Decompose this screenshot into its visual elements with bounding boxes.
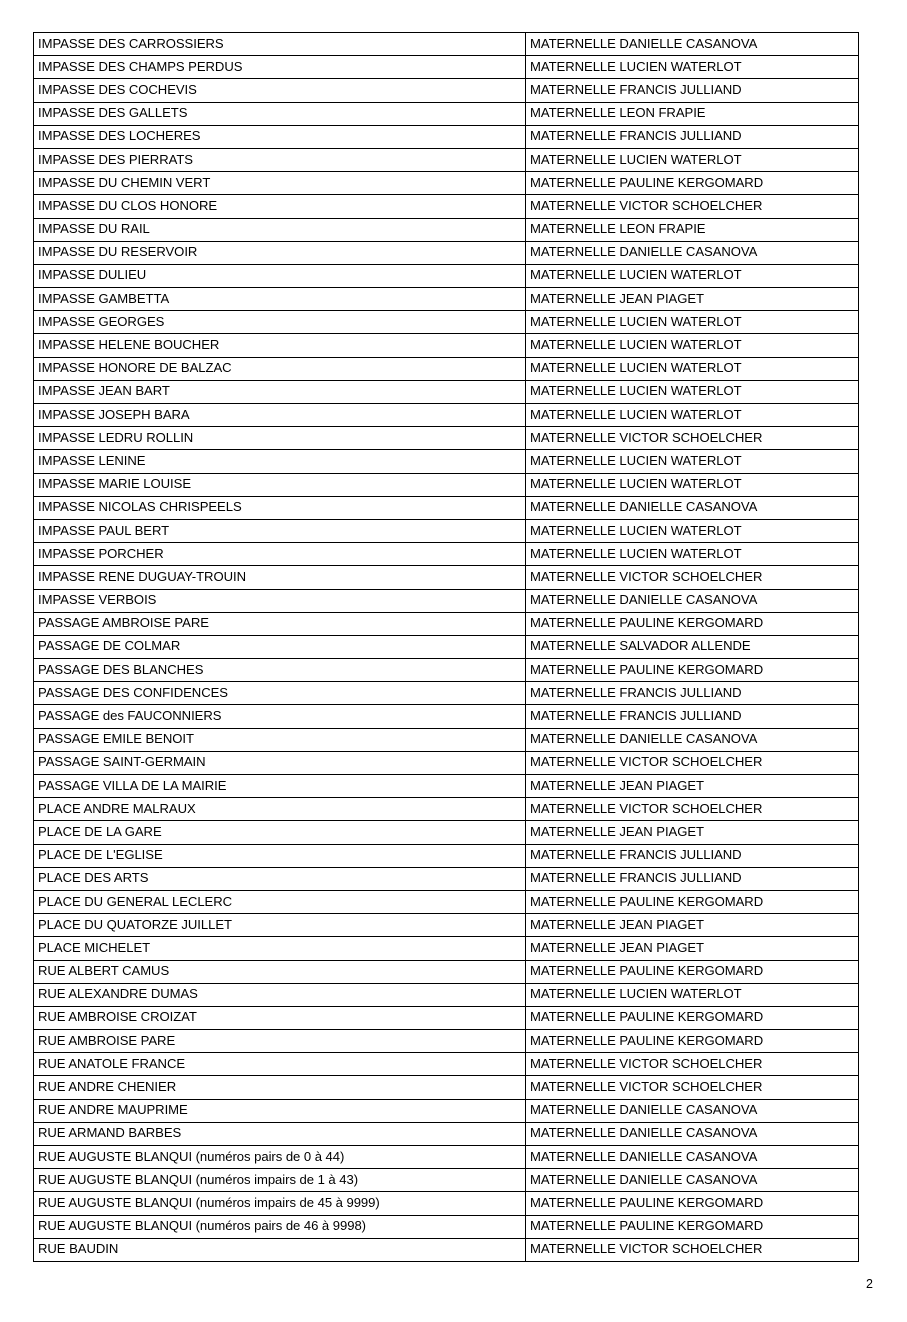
street-cell: RUE AUGUSTE BLANQUI (numéros impairs de 1 à 43)	[34, 1169, 526, 1192]
table-row	[34, 914, 859, 937]
table-row	[34, 1053, 859, 1076]
street-cell: RUE ALBERT CAMUS	[34, 960, 526, 983]
street-cell: RUE ANATOLE FRANCE	[34, 1053, 526, 1076]
street-cell: IMPASSE DU RAIL	[34, 218, 526, 241]
street-cell: RUE AMBROISE PARE	[34, 1030, 526, 1053]
table-body	[34, 33, 859, 1262]
street-cell: PLACE ANDRE MALRAUX	[34, 798, 526, 821]
table-row	[34, 612, 859, 635]
table-row	[34, 705, 859, 728]
school-cell: MATERNELLE LUCIEN WATERLOT	[526, 450, 859, 473]
table-row	[34, 682, 859, 705]
school-cell: MATERNELLE VICTOR SCHOELCHER	[526, 566, 859, 589]
table-row	[34, 148, 859, 171]
school-cell: MATERNELLE SALVADOR ALLENDE	[526, 635, 859, 658]
table-row	[34, 450, 859, 473]
school-cell: MATERNELLE DANIELLE CASANOVA	[526, 33, 859, 56]
table-row	[34, 195, 859, 218]
table-row	[34, 334, 859, 357]
school-cell: MATERNELLE LUCIEN WATERLOT	[526, 56, 859, 79]
school-cell: MATERNELLE JEAN PIAGET	[526, 821, 859, 844]
table-row	[34, 1169, 859, 1192]
table-row	[34, 1099, 859, 1122]
street-cell: PASSAGE EMILE BENOIT	[34, 728, 526, 751]
table-row	[34, 519, 859, 542]
street-cell: PASSAGE VILLA DE LA MAIRIE	[34, 775, 526, 798]
table-row	[34, 867, 859, 890]
street-cell: PASSAGE des FAUCONNIERS	[34, 705, 526, 728]
school-cell: MATERNELLE VICTOR SCHOELCHER	[526, 751, 859, 774]
school-cell: MATERNELLE JEAN PIAGET	[526, 288, 859, 311]
school-cell: MATERNELLE LUCIEN WATERLOT	[526, 148, 859, 171]
street-cell: PLACE DE LA GARE	[34, 821, 526, 844]
street-cell: RUE ALEXANDRE DUMAS	[34, 983, 526, 1006]
school-cell: MATERNELLE PAULINE KERGOMARD	[526, 612, 859, 635]
table-row	[34, 1192, 859, 1215]
table-row	[34, 821, 859, 844]
school-cell: MATERNELLE DANIELLE CASANOVA	[526, 1146, 859, 1169]
street-cell: PLACE DU GENERAL LECLERC	[34, 890, 526, 913]
street-cell: IMPASSE DES GALLETS	[34, 102, 526, 125]
table-row	[34, 427, 859, 450]
school-cell: MATERNELLE DANIELLE CASANOVA	[526, 1099, 859, 1122]
school-cell: MATERNELLE LEON FRAPIE	[526, 102, 859, 125]
table-row	[34, 33, 859, 56]
school-cell: MATERNELLE FRANCIS JULLIAND	[526, 125, 859, 148]
street-cell: IMPASSE HELENE BOUCHER	[34, 334, 526, 357]
table-row	[34, 1076, 859, 1099]
school-cell: MATERNELLE LUCIEN WATERLOT	[526, 983, 859, 1006]
table-row	[34, 102, 859, 125]
street-cell: RUE ANDRE CHENIER	[34, 1076, 526, 1099]
school-cell: MATERNELLE LUCIEN WATERLOT	[526, 404, 859, 427]
street-cell: PLACE DES ARTS	[34, 867, 526, 890]
table-row	[34, 1122, 859, 1145]
street-cell: PASSAGE SAINT-GERMAIN	[34, 751, 526, 774]
table-row	[34, 1006, 859, 1029]
school-cell: MATERNELLE LUCIEN WATERLOT	[526, 264, 859, 287]
table-row	[34, 56, 859, 79]
street-cell: PASSAGE DES CONFIDENCES	[34, 682, 526, 705]
table-row	[34, 798, 859, 821]
school-cell: MATERNELLE PAULINE KERGOMARD	[526, 172, 859, 195]
school-cell: MATERNELLE JEAN PIAGET	[526, 775, 859, 798]
table-row	[34, 1146, 859, 1169]
school-cell: MATERNELLE PAULINE KERGOMARD	[526, 659, 859, 682]
street-cell: IMPASSE DU CLOS HONORE	[34, 195, 526, 218]
school-cell: MATERNELLE VICTOR SCHOELCHER	[526, 195, 859, 218]
street-cell: RUE AUGUSTE BLANQUI (numéros pairs de 46 à 9998)	[34, 1215, 526, 1238]
table-row	[34, 79, 859, 102]
school-cell: MATERNELLE FRANCIS JULLIAND	[526, 844, 859, 867]
table-row	[34, 937, 859, 960]
table-row	[34, 890, 859, 913]
page-number: 2	[866, 1277, 873, 1291]
school-cell: MATERNELLE LUCIEN WATERLOT	[526, 473, 859, 496]
street-cell: RUE ANDRE MAUPRIME	[34, 1099, 526, 1122]
street-cell: RUE AUGUSTE BLANQUI (numéros pairs de 0 à 44)	[34, 1146, 526, 1169]
street-cell: IMPASSE DES CHAMPS PERDUS	[34, 56, 526, 79]
table-row	[34, 728, 859, 751]
street-cell: RUE ARMAND BARBES	[34, 1122, 526, 1145]
school-cell: MATERNELLE DANIELLE CASANOVA	[526, 1122, 859, 1145]
table-row	[34, 566, 859, 589]
school-cell: MATERNELLE VICTOR SCHOELCHER	[526, 798, 859, 821]
table-row	[34, 659, 859, 682]
table-row	[34, 775, 859, 798]
street-cell: IMPASSE VERBOIS	[34, 589, 526, 612]
school-cell: MATERNELLE DANIELLE CASANOVA	[526, 496, 859, 519]
table-row	[34, 960, 859, 983]
street-cell: RUE BAUDIN	[34, 1238, 526, 1261]
street-cell: RUE AMBROISE CROIZAT	[34, 1006, 526, 1029]
street-cell: IMPASSE LENINE	[34, 450, 526, 473]
table-row	[34, 311, 859, 334]
street-cell: IMPASSE DES PIERRATS	[34, 148, 526, 171]
street-cell: IMPASSE GEORGES	[34, 311, 526, 334]
street-cell: IMPASSE MARIE LOUISE	[34, 473, 526, 496]
table-row	[34, 496, 859, 519]
school-cell: MATERNELLE DANIELLE CASANOVA	[526, 241, 859, 264]
school-cell: MATERNELLE FRANCIS JULLIAND	[526, 682, 859, 705]
street-cell: PASSAGE DE COLMAR	[34, 635, 526, 658]
street-cell: IMPASSE PAUL BERT	[34, 519, 526, 542]
school-cell: MATERNELLE LUCIEN WATERLOT	[526, 519, 859, 542]
school-cell: MATERNELLE PAULINE KERGOMARD	[526, 1030, 859, 1053]
school-cell: MATERNELLE LUCIEN WATERLOT	[526, 311, 859, 334]
street-cell: IMPASSE RENE DUGUAY-TROUIN	[34, 566, 526, 589]
street-cell: PLACE DU QUATORZE JUILLET	[34, 914, 526, 937]
school-cell: MATERNELLE DANIELLE CASANOVA	[526, 728, 859, 751]
school-cell: MATERNELLE VICTOR SCHOELCHER	[526, 1238, 859, 1261]
school-cell: MATERNELLE JEAN PIAGET	[526, 914, 859, 937]
table-row	[34, 751, 859, 774]
street-cell: RUE AUGUSTE BLANQUI (numéros impairs de 45 à 9999)	[34, 1192, 526, 1215]
street-cell: PLACE DE L'EGLISE	[34, 844, 526, 867]
table-row	[34, 1215, 859, 1238]
school-cell: MATERNELLE PAULINE KERGOMARD	[526, 890, 859, 913]
table-row	[34, 983, 859, 1006]
table-row	[34, 543, 859, 566]
school-cell: MATERNELLE FRANCIS JULLIAND	[526, 867, 859, 890]
school-cell: MATERNELLE FRANCIS JULLIAND	[526, 79, 859, 102]
table-row	[34, 1030, 859, 1053]
table-row	[34, 635, 859, 658]
street-school-table	[33, 32, 859, 1262]
table-row	[34, 241, 859, 264]
table-row	[34, 1238, 859, 1261]
school-cell: MATERNELLE PAULINE KERGOMARD	[526, 1215, 859, 1238]
street-cell: IMPASSE JEAN BART	[34, 380, 526, 403]
table-row	[34, 288, 859, 311]
street-cell: IMPASSE GAMBETTA	[34, 288, 526, 311]
street-cell: IMPASSE LEDRU ROLLIN	[34, 427, 526, 450]
school-cell: MATERNELLE DANIELLE CASANOVA	[526, 1169, 859, 1192]
school-cell: MATERNELLE PAULINE KERGOMARD	[526, 960, 859, 983]
table-row	[34, 264, 859, 287]
school-cell: MATERNELLE LUCIEN WATERLOT	[526, 380, 859, 403]
table-row	[34, 404, 859, 427]
table-row	[34, 589, 859, 612]
street-cell: IMPASSE DULIEU	[34, 264, 526, 287]
school-cell: MATERNELLE PAULINE KERGOMARD	[526, 1006, 859, 1029]
table-row	[34, 844, 859, 867]
table-row	[34, 125, 859, 148]
table-row	[34, 357, 859, 380]
street-cell: IMPASSE DES LOCHERES	[34, 125, 526, 148]
street-cell: IMPASSE JOSEPH BARA	[34, 404, 526, 427]
school-cell: MATERNELLE VICTOR SCHOELCHER	[526, 1076, 859, 1099]
street-cell: IMPASSE DES COCHEVIS	[34, 79, 526, 102]
street-cell: IMPASSE DES CARROSSIERS	[34, 33, 526, 56]
school-cell: MATERNELLE VICTOR SCHOELCHER	[526, 1053, 859, 1076]
street-cell: PLACE MICHELET	[34, 937, 526, 960]
table-row	[34, 218, 859, 241]
table-row	[34, 380, 859, 403]
street-cell: IMPASSE NICOLAS CHRISPEELS	[34, 496, 526, 519]
school-cell: MATERNELLE JEAN PIAGET	[526, 937, 859, 960]
street-cell: IMPASSE HONORE DE BALZAC	[34, 357, 526, 380]
school-cell: MATERNELLE PAULINE KERGOMARD	[526, 1192, 859, 1215]
street-cell: PASSAGE DES BLANCHES	[34, 659, 526, 682]
street-cell: IMPASSE DU CHEMIN VERT	[34, 172, 526, 195]
school-cell: MATERNELLE LUCIEN WATERLOT	[526, 543, 859, 566]
school-cell: MATERNELLE LEON FRAPIE	[526, 218, 859, 241]
table-row	[34, 172, 859, 195]
street-cell: PASSAGE AMBROISE PARE	[34, 612, 526, 635]
school-cell: MATERNELLE LUCIEN WATERLOT	[526, 357, 859, 380]
table-row	[34, 473, 859, 496]
school-cell: MATERNELLE LUCIEN WATERLOT	[526, 334, 859, 357]
school-cell: MATERNELLE VICTOR SCHOELCHER	[526, 427, 859, 450]
street-cell: IMPASSE DU RESERVOIR	[34, 241, 526, 264]
street-cell: IMPASSE PORCHER	[34, 543, 526, 566]
school-cell: MATERNELLE DANIELLE CASANOVA	[526, 589, 859, 612]
school-cell: MATERNELLE FRANCIS JULLIAND	[526, 705, 859, 728]
